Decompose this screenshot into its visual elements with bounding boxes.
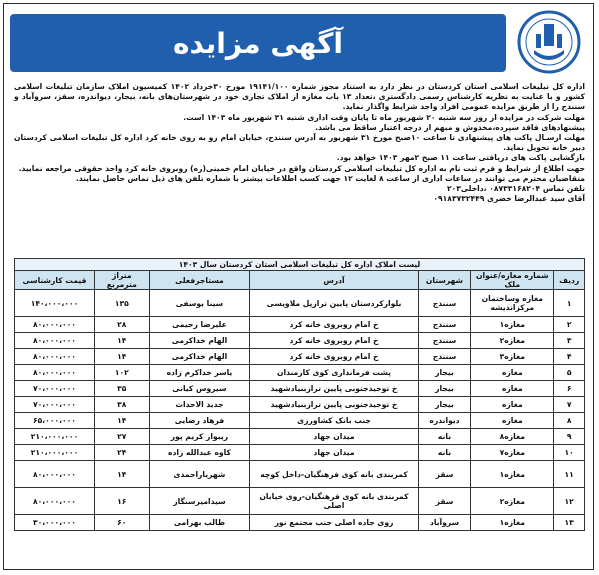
paragraph-intro: اداره کل تبلیغات اسلامی استان کردستان در نظر دارد به استناد مجوز شماره ۱۹۱۴۱/۱۰۰ مورخ ۳۰خرداد ۱۴۰۲ کمیسیون املاک سازمان تبلیغات اسلامی کشور و با عنایت به نظریه کارشناس رسمی دادگستری ،تعداد ۱۳ باب مغازه از املاک تجاری خود در شهرستان‌های بانه، بیجار، دیواندره، سقز، سروآباد و سنندج را از طریق مزایده عمومی افراد واجد شرایط واگذار نماید.: [14, 82, 586, 112]
cell-tenant: طالب بهرامی: [149, 515, 250, 531]
cell-row-number: ۴: [554, 349, 585, 365]
cell-tenant: علیرضا رحیمی: [149, 317, 250, 333]
cell-city: بیجار: [418, 365, 471, 381]
cell-address: خ امام روبروی خانه کرد: [250, 317, 418, 333]
title-banner: [10, 14, 506, 72]
cell-row-number: ۷: [554, 397, 585, 413]
cell-shop-title: مغازه: [471, 381, 554, 397]
cell-shop-title: مغازه۲: [471, 488, 554, 515]
cell-city: بیجار: [418, 397, 471, 413]
cell-area: ۲۸: [94, 317, 149, 333]
cell-city: سنندج: [418, 349, 471, 365]
cell-row-number: ۳: [554, 333, 585, 349]
cell-row-number: ۲: [554, 317, 585, 333]
cell-area: ۲۴: [94, 445, 149, 461]
cell-city: بیجار: [418, 381, 471, 397]
paragraph-registration: جهت اطلاع از شرایط و فرم ثبت نام به اداره کل تبلیغات اسلامی کردستان واقع در خیابان امام خمینی(ره) روبروی خانه کرد واحد حقوقی مراجعه نمایید.: [18, 163, 585, 173]
properties-table: [14, 258, 585, 531]
paragraph-invalid-bids: پیشنهادهای فاقد سپرده،مخدوش و مبهم از درجه اعتبار ساقط می باشد.: [315, 122, 585, 132]
cell-price: ۸۰،۰۰۰،۰۰۰: [15, 333, 95, 349]
cell-shop-title: مغازه۱: [471, 317, 554, 333]
cell-price: ۲۱۰،۰۰۰،۰۰۰: [15, 445, 95, 461]
cell-tenant: سیدامیرسنگاز: [149, 488, 250, 515]
notice-frame: [3, 3, 594, 570]
column-header: مستاجرفعلی: [149, 271, 250, 290]
cell-price: ۸۰،۰۰۰،۰۰۰: [15, 365, 95, 381]
cell-area: ۱۴: [94, 413, 149, 429]
cell-shop-title: مغازه۱: [471, 461, 554, 488]
cell-shop-title: مغازه۸: [471, 429, 554, 445]
cell-tenant: کاوه عبدالله زاده: [149, 445, 250, 461]
paragraph-submission: مهلت ارسـال پاکت های پیشنهادی تا ساعت ۱۰صبح مورخ ۳۱ شهریور به آدرس سنندج، خیابان امام رو به روی خانه کرد اداره کل تبلیغات اسلامی کردستان دبیر خانه تحویل نماید.: [14, 133, 585, 153]
cell-price: ۸۰،۰۰۰،۰۰۰: [15, 349, 95, 365]
cell-price: ۱۴۰،۰۰۰،۰۰۰: [15, 290, 95, 317]
cell-address: پشت فرمانداری کوی کارمندان: [250, 365, 418, 381]
cell-tenant: سینا یوسفی: [149, 290, 250, 317]
cell-shop-title: مغازه۲: [471, 333, 554, 349]
cell-address: خ توحیدجنوبی پایین ترازبنیادشهید: [250, 381, 418, 397]
cell-address: کمربندی بانه کوی فرهنگیان-روی خیابان اصلی: [250, 488, 418, 515]
cell-row-number: ۹: [554, 429, 585, 445]
cell-address: جنب بانک کشاورزی: [250, 413, 418, 429]
cell-city: سقز: [418, 461, 471, 488]
cell-price: ۷۰،۰۰۰،۰۰۰: [15, 381, 95, 397]
cell-shop-title: مغازه وساختمان مرکزاندیشه: [471, 290, 554, 317]
organization-logo-icon: [517, 10, 581, 74]
paragraph-opening: بازگشایی پاکت های دریافتی ساعت ۱۱ صبح ۲مهر ۱۴۰۳ خواهد بود.: [336, 153, 585, 163]
cell-row-number: ۱۳: [554, 515, 585, 531]
column-header: آدرس: [250, 271, 418, 290]
cell-area: ۳۸: [94, 397, 149, 413]
column-header: شهرستان: [418, 271, 471, 290]
cell-tenant: سیروس کیانی: [149, 381, 250, 397]
cell-address: خ توحیدجنوبی پایین ترازبنیادشهید: [250, 397, 418, 413]
table-row: [15, 290, 585, 317]
cell-price: ۸۰،۰۰۰،۰۰۰: [15, 488, 95, 515]
cell-tenant: فرهاد رضایی: [149, 413, 250, 429]
cell-city: سروآباد: [418, 515, 471, 531]
cell-price: ۷۰،۰۰۰،۰۰۰: [15, 397, 95, 413]
cell-tenant: شهریاراحمدی: [149, 461, 250, 488]
cell-shop-title: مغازه: [471, 365, 554, 381]
column-header: متراژ مترمربع: [94, 271, 149, 290]
cell-area: ۱۶: [94, 488, 149, 515]
table-row: [15, 445, 585, 461]
cell-city: سنندج: [418, 317, 471, 333]
cell-address: کمربندی بانه کوی فرهنگیان-داخل کوچه: [250, 461, 418, 488]
cell-area: ۳۵: [94, 381, 149, 397]
cell-tenant: جدید الاحداث: [149, 397, 250, 413]
cell-row-number: ۱۲: [554, 488, 585, 515]
cell-city: سنندج: [418, 290, 471, 317]
cell-tenant: الهام خداکرمی: [149, 349, 250, 365]
cell-area: ۱۴: [94, 349, 149, 365]
cell-price: ۸۰،۰۰۰،۰۰۰: [15, 317, 95, 333]
paragraph-contact-person: آقای سید عبدالرضا خضری ۰۹۱۸۳۷۳۲۴۴۹: [433, 194, 585, 204]
cell-price: ۸۰،۰۰۰،۰۰۰: [15, 461, 95, 488]
cell-row-number: ۱۱: [554, 461, 585, 488]
table-row: [15, 333, 585, 349]
cell-row-number: ۶: [554, 381, 585, 397]
cell-price: ۶۵،۰۰۰،۰۰۰: [15, 413, 95, 429]
paragraph-contact-hours: متقاضیان محترم می توانند در ساعات اداری از ساعت ۸ لغایت ۱۲ جهت کسب اطلاعات بیشتر با شماره تلفن های ذیل تماس حاصل نمایند.: [75, 173, 585, 183]
table-row: [15, 515, 585, 531]
cell-address: روی جاده اصلی جنب مجتمع نور: [250, 515, 418, 531]
table-caption: لیست املاک اداره کل تبلیغات اسلامی استان کردستان سال ۱۴۰۳: [15, 259, 585, 271]
cell-shop-title: مغازه: [471, 397, 554, 413]
cell-area: ۱۴: [94, 461, 149, 488]
page-title: آگهی مزایده: [173, 26, 344, 60]
cell-row-number: ۵: [554, 365, 585, 381]
cell-city: سقز: [418, 488, 471, 515]
cell-area: ۱۰۲: [94, 365, 149, 381]
cell-tenant: ریبوار کریم پور: [149, 429, 250, 445]
table-row: [15, 429, 585, 445]
paragraph-deadline: مهلت شرکت در مزایده از روز سه شنبه ۲۰ شهریور ماه تا پایان وقت اداری شنبه ۳۱ شهریور ماه ۱۴۰۳ است.: [183, 112, 585, 122]
paragraph-phone: تلفن تماس ۰۸۷۳۳۱۶۸۲۰۴ ،داخلی۲۰۳: [447, 184, 585, 194]
cell-shop-title: مغازه۱: [471, 515, 554, 531]
table-header-row: [15, 271, 585, 290]
cell-area: ۶۰: [94, 515, 149, 531]
cell-shop-title: مغازه۳: [471, 349, 554, 365]
table-row: [15, 488, 585, 515]
cell-address: خ امام روبروی خانه کرد: [250, 333, 418, 349]
table-row: [15, 365, 585, 381]
cell-row-number: ۸: [554, 413, 585, 429]
table-row: [15, 317, 585, 333]
cell-area: ۲۷: [94, 429, 149, 445]
properties-table-wrap: [14, 258, 585, 531]
cell-city: دیواندره: [418, 413, 471, 429]
notice-header: [4, 4, 593, 79]
table-row: [15, 381, 585, 397]
cell-city: بانه: [418, 445, 471, 461]
table-row: [15, 413, 585, 429]
column-header: ردیف: [554, 271, 585, 290]
cell-city: بانه: [418, 429, 471, 445]
cell-address: میدان جهاد: [250, 429, 418, 445]
column-header: شماره مغازه/عنوان ملک: [471, 271, 554, 290]
cell-price: ۲۱۰،۰۰۰،۰۰۰: [15, 429, 95, 445]
cell-address: بلوارکردستان پایین ترازپل ملاویسی: [250, 290, 418, 317]
cell-shop-title: مغازه: [471, 413, 554, 429]
table-row: [15, 349, 585, 365]
cell-address: خ امام روبروی خانه کرد: [250, 349, 418, 365]
cell-city: سنندج: [418, 333, 471, 349]
table-row: [15, 461, 585, 488]
cell-price: ۳۰،۰۰۰،۰۰۰: [15, 515, 95, 531]
cell-tenant: الهام خداکرمی: [149, 333, 250, 349]
cell-tenant: یاسر خداکرم زاده: [149, 365, 250, 381]
cell-row-number: ۱: [554, 290, 585, 317]
table-row: [15, 397, 585, 413]
cell-shop-title: مغازه۷: [471, 445, 554, 461]
cell-area: ۱۳۵: [94, 290, 149, 317]
notice-body: [14, 82, 585, 204]
cell-address: میدان جهاد: [250, 445, 418, 461]
cell-area: ۱۴: [94, 333, 149, 349]
cell-row-number: ۱۰: [554, 445, 585, 461]
column-header: قیمت کارشناسی: [15, 271, 95, 290]
